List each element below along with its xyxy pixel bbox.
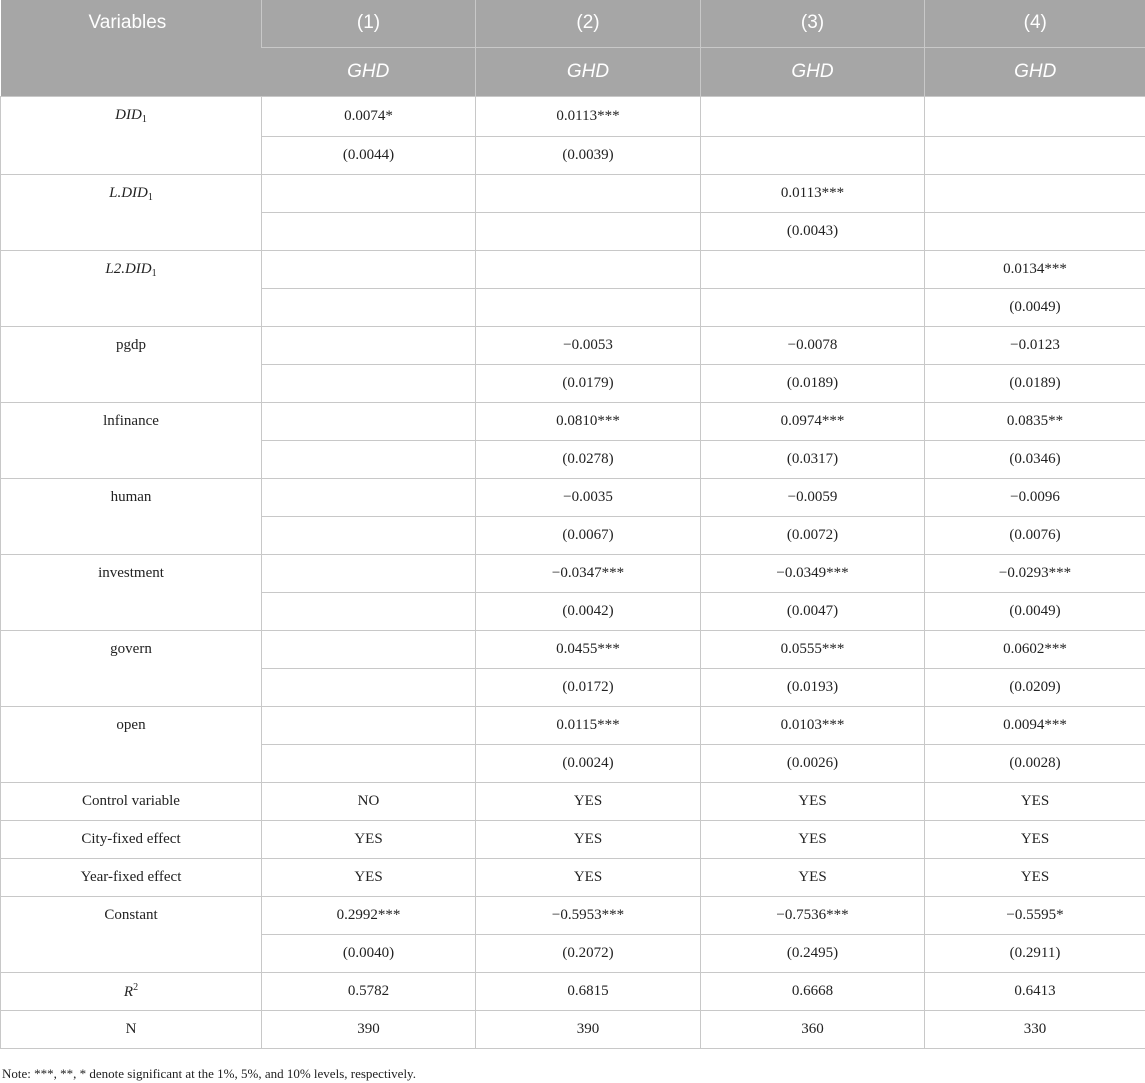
table-header (1, 0, 1145, 96)
cell-value: YES (701, 858, 925, 896)
cell-se: (0.0044) (262, 136, 476, 174)
cell-coef: 0.0113*** (701, 174, 925, 212)
label-main: L2.DID (105, 260, 152, 277)
cell-se: (0.0049) (925, 592, 1145, 630)
cell-value: 0.5782 (262, 972, 476, 1010)
row-label-n: N (1, 1010, 262, 1048)
cell-se: (0.0042) (476, 592, 701, 630)
cell-coef (262, 250, 476, 288)
row-label-pgdp: pgdp (1, 326, 262, 402)
dependent-var-2: GHD (476, 47, 701, 96)
cell-value: 390 (476, 1010, 701, 1048)
variables-header: Variables (1, 0, 262, 96)
cell-value: YES (476, 858, 701, 896)
cell-value: YES (476, 782, 701, 820)
table-row-did1-coef (1, 96, 1145, 136)
cell-coef: −0.0059 (701, 478, 925, 516)
cell-coef (701, 96, 925, 136)
cell-se: (0.0278) (476, 440, 701, 478)
cell-se: (0.2911) (925, 934, 1145, 972)
row-label-year-fe: Year-fixed effect (1, 858, 262, 896)
cell-value: YES (925, 858, 1145, 896)
cell-coef: 0.0455*** (476, 630, 701, 668)
dependent-var-3: GHD (701, 47, 925, 96)
cell-se (262, 440, 476, 478)
cell-coef (925, 174, 1145, 212)
table-row-pgdp-coef (1, 326, 1145, 364)
cell-coef (262, 554, 476, 592)
cell-coef (476, 250, 701, 288)
header-row-columns (1, 0, 1145, 47)
table-note: Note: ***, **, * denote significant at the 1%, 5%, and 10% levels, respectively. (2, 1066, 416, 1081)
cell-coef (262, 402, 476, 440)
cell-coef (262, 478, 476, 516)
cell-se: (0.0047) (701, 592, 925, 630)
cell-coef: 0.0555*** (701, 630, 925, 668)
column-header-3: (3) (701, 0, 925, 47)
row-label-constant: Constant (1, 896, 262, 972)
table-row-l2did1-coef (1, 250, 1145, 288)
cell-coef: 0.0094*** (925, 706, 1145, 744)
label-superscript: 2 (133, 981, 139, 993)
cell-se (701, 288, 925, 326)
cell-value: 0.6815 (476, 972, 701, 1010)
table-row-year-fe (1, 858, 1145, 896)
label-subscript: 1 (147, 191, 153, 203)
cell-value: 0.6413 (925, 972, 1145, 1010)
cell-se: (0.0193) (701, 668, 925, 706)
cell-value: YES (701, 782, 925, 820)
label-main: L.DID (109, 184, 148, 201)
cell-value: 390 (262, 1010, 476, 1048)
row-label-human: human (1, 478, 262, 554)
row-label-ldid1 (1, 174, 262, 250)
row-label-open: open (1, 706, 262, 782)
cell-value: YES (925, 782, 1145, 820)
cell-se (262, 744, 476, 782)
table-row-control (1, 782, 1145, 820)
cell-se (262, 516, 476, 554)
table-row-lnfinance-coef (1, 402, 1145, 440)
row-label-did1 (1, 96, 262, 174)
row-label-investment: investment (1, 554, 262, 630)
cell-coef: −0.0347*** (476, 554, 701, 592)
cell-value: YES (476, 820, 701, 858)
cell-coef: 0.0602*** (925, 630, 1145, 668)
cell-value: YES (262, 820, 476, 858)
row-label-r2 (1, 972, 262, 1010)
cell-se (262, 212, 476, 250)
cell-coef: 0.2992*** (262, 896, 476, 934)
dependent-var-1: GHD (262, 47, 476, 96)
cell-se: (0.0067) (476, 516, 701, 554)
table-row-investment-coef (1, 554, 1145, 592)
cell-value: NO (262, 782, 476, 820)
cell-value: 330 (925, 1010, 1145, 1048)
cell-coef: −0.5595* (925, 896, 1145, 934)
cell-coef: 0.0113*** (476, 96, 701, 136)
cell-se (262, 668, 476, 706)
cell-se: (0.0189) (701, 364, 925, 402)
cell-se (262, 592, 476, 630)
cell-se: (0.0076) (925, 516, 1145, 554)
cell-se: (0.0043) (701, 212, 925, 250)
cell-se: (0.0189) (925, 364, 1145, 402)
cell-value: 360 (701, 1010, 925, 1048)
cell-se (701, 136, 925, 174)
cell-se: (0.0172) (476, 668, 701, 706)
cell-se (925, 212, 1145, 250)
cell-se: (0.0179) (476, 364, 701, 402)
cell-coef (262, 174, 476, 212)
cell-coef: −0.0096 (925, 478, 1145, 516)
cell-value: YES (925, 820, 1145, 858)
table-row-r2 (1, 972, 1145, 1010)
cell-coef: −0.0123 (925, 326, 1145, 364)
table-row-govern-coef (1, 630, 1145, 668)
table-row-n (1, 1010, 1145, 1048)
column-header-2: (2) (476, 0, 701, 47)
cell-coef: −0.0053 (476, 326, 701, 364)
cell-coef: −0.0293*** (925, 554, 1145, 592)
cell-se (262, 288, 476, 326)
cell-se: (0.0209) (925, 668, 1145, 706)
cell-coef: 0.0810*** (476, 402, 701, 440)
table-row-open-coef (1, 706, 1145, 744)
cell-coef (476, 174, 701, 212)
cell-se (476, 212, 701, 250)
cell-coef: 0.0835** (925, 402, 1145, 440)
cell-se: (0.0317) (701, 440, 925, 478)
row-label-l2did1 (1, 250, 262, 326)
cell-coef: 0.0134*** (925, 250, 1145, 288)
cell-coef: −0.0035 (476, 478, 701, 516)
table-body (1, 96, 1145, 1048)
row-label-lnfinance: lnfinance (1, 402, 262, 478)
table-row-city-fe (1, 820, 1145, 858)
cell-coef: −0.0349*** (701, 554, 925, 592)
cell-coef (262, 630, 476, 668)
column-header-1: (1) (262, 0, 476, 47)
label-subscript: 1 (141, 113, 147, 125)
cell-value: 0.6668 (701, 972, 925, 1010)
cell-coef (262, 326, 476, 364)
cell-se: (0.2072) (476, 934, 701, 972)
cell-coef: 0.0074* (262, 96, 476, 136)
cell-se: (0.0028) (925, 744, 1145, 782)
label-main: R (123, 983, 134, 1000)
cell-se (476, 288, 701, 326)
cell-se: (0.0024) (476, 744, 701, 782)
cell-value: YES (262, 858, 476, 896)
cell-coef: 0.0103*** (701, 706, 925, 744)
cell-value: YES (701, 820, 925, 858)
cell-coef: −0.0078 (701, 326, 925, 364)
cell-coef: −0.5953*** (476, 896, 701, 934)
row-label-city-fe: City-fixed effect (1, 820, 262, 858)
cell-se: (0.2495) (701, 934, 925, 972)
label-subscript: 1 (151, 267, 157, 279)
cell-se: (0.0072) (701, 516, 925, 554)
dependent-var-4: GHD (925, 47, 1145, 96)
cell-coef (701, 250, 925, 288)
cell-coef: 0.0974*** (701, 402, 925, 440)
table-row-human-coef (1, 478, 1145, 516)
table-row-ldid1-coef (1, 174, 1145, 212)
cell-coef: −0.7536*** (701, 896, 925, 934)
cell-coef (925, 96, 1145, 136)
table-row-constant-coef (1, 896, 1145, 934)
cell-se: (0.0039) (476, 136, 701, 174)
cell-se: (0.0040) (262, 934, 476, 972)
label-main: DID (115, 106, 142, 123)
column-header-4: (4) (925, 0, 1145, 47)
cell-coef: 0.0115*** (476, 706, 701, 744)
cell-se: (0.0346) (925, 440, 1145, 478)
cell-se (262, 364, 476, 402)
row-label-control: Control variable (1, 782, 262, 820)
cell-coef (262, 706, 476, 744)
row-label-govern: govern (1, 630, 262, 706)
cell-se (925, 136, 1145, 174)
cell-se: (0.0026) (701, 744, 925, 782)
cell-se: (0.0049) (925, 288, 1145, 326)
